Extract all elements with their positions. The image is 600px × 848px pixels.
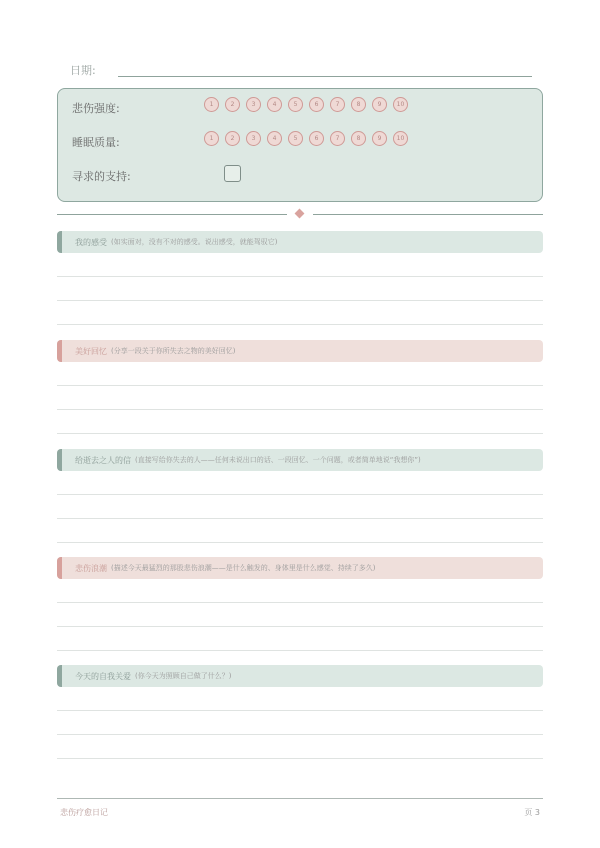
- section-header: [57, 231, 543, 253]
- support-row: [72, 165, 272, 187]
- rating-option[interactable]: 5: [288, 97, 303, 112]
- writing-line[interactable]: [57, 362, 543, 386]
- sadness-intensity-scale: [204, 97, 408, 112]
- date-input-line[interactable]: [118, 76, 532, 77]
- writing-line[interactable]: [57, 495, 543, 519]
- section-title: 今天的自我关爱: [75, 671, 131, 681]
- writing-line[interactable]: [57, 410, 543, 434]
- section-title: 悲伤浪潮: [75, 563, 107, 573]
- feelings-section: [57, 231, 543, 325]
- section-header: [57, 340, 543, 362]
- section-subtitle: (直接写给你失去的人——任何未说出口的话、一段回忆、一个问题，或者简单地说“我想你”): [135, 456, 421, 464]
- footer-divider: [57, 798, 543, 799]
- rating-option[interactable]: 2: [225, 97, 240, 112]
- rating-option[interactable]: 5: [288, 131, 303, 146]
- memory-section: [57, 340, 543, 434]
- support-checkbox[interactable]: [224, 165, 241, 182]
- rating-option[interactable]: 8: [351, 131, 366, 146]
- rating-option[interactable]: 7: [330, 97, 345, 112]
- date-label: 日期:: [70, 64, 96, 77]
- writing-line[interactable]: [57, 579, 543, 603]
- writing-line[interactable]: [57, 687, 543, 711]
- writing-line[interactable]: [57, 301, 543, 325]
- section-subtitle: (你今天为照顾自己做了什么？): [135, 672, 232, 680]
- rating-option[interactable]: 3: [246, 131, 261, 146]
- rating-option[interactable]: 9: [372, 131, 387, 146]
- grief-wave-section: [57, 557, 543, 651]
- writing-line[interactable]: [57, 253, 543, 277]
- section-subtitle: (如实面对，没有不对的感受。说出感受，就能驾驭它): [111, 238, 278, 246]
- rating-card: [57, 88, 543, 202]
- writing-line[interactable]: [57, 519, 543, 543]
- rating-option[interactable]: 10: [393, 97, 408, 112]
- rating-option[interactable]: 10: [393, 131, 408, 146]
- rating-option[interactable]: 4: [267, 131, 282, 146]
- rating-option[interactable]: 1: [204, 131, 219, 146]
- rating-option[interactable]: 8: [351, 97, 366, 112]
- rating-option[interactable]: 9: [372, 97, 387, 112]
- diamond-icon: [295, 209, 305, 219]
- rating-option[interactable]: 1: [204, 97, 219, 112]
- letter-section: [57, 449, 543, 543]
- divider-line-right: [313, 214, 543, 215]
- rating-option[interactable]: 7: [330, 131, 345, 146]
- sleep-quality-label: 睡眠质量:: [72, 136, 120, 149]
- rating-option[interactable]: 4: [267, 97, 282, 112]
- sleep-quality-scale: [204, 131, 408, 146]
- writing-line[interactable]: [57, 735, 543, 759]
- writing-line[interactable]: [57, 386, 543, 410]
- writing-line[interactable]: [57, 603, 543, 627]
- sadness-intensity-label: 悲伤强度:: [72, 102, 120, 115]
- section-header: [57, 449, 543, 471]
- section-header: [57, 665, 543, 687]
- section-header: [57, 557, 543, 579]
- support-label: 寻求的支持:: [72, 170, 131, 183]
- writing-line[interactable]: [57, 277, 543, 301]
- divider-line-left: [57, 214, 287, 215]
- section-title: 给逝去之人的信: [75, 455, 131, 465]
- section-subtitle: (描述今天最猛烈的那股悲伤浪潮——是什么触发的、身体里是什么感觉、持续了多久): [111, 564, 376, 572]
- section-divider: [57, 214, 543, 215]
- date-row: [70, 62, 532, 80]
- rating-option[interactable]: 6: [309, 131, 324, 146]
- section-title: 我的感受: [75, 237, 107, 247]
- rating-option[interactable]: 6: [309, 97, 324, 112]
- writing-line[interactable]: [57, 471, 543, 495]
- section-title: 美好回忆: [75, 346, 107, 356]
- journal-title: 悲伤疗愈日记: [60, 808, 108, 817]
- section-subtitle: (分享一段关于你所失去之物的美好回忆): [111, 347, 236, 355]
- writing-line[interactable]: [57, 711, 543, 735]
- writing-line[interactable]: [57, 627, 543, 651]
- rating-option[interactable]: 2: [225, 131, 240, 146]
- page-number: 页 3: [524, 808, 540, 817]
- rating-option[interactable]: 3: [246, 97, 261, 112]
- self-care-section: [57, 665, 543, 759]
